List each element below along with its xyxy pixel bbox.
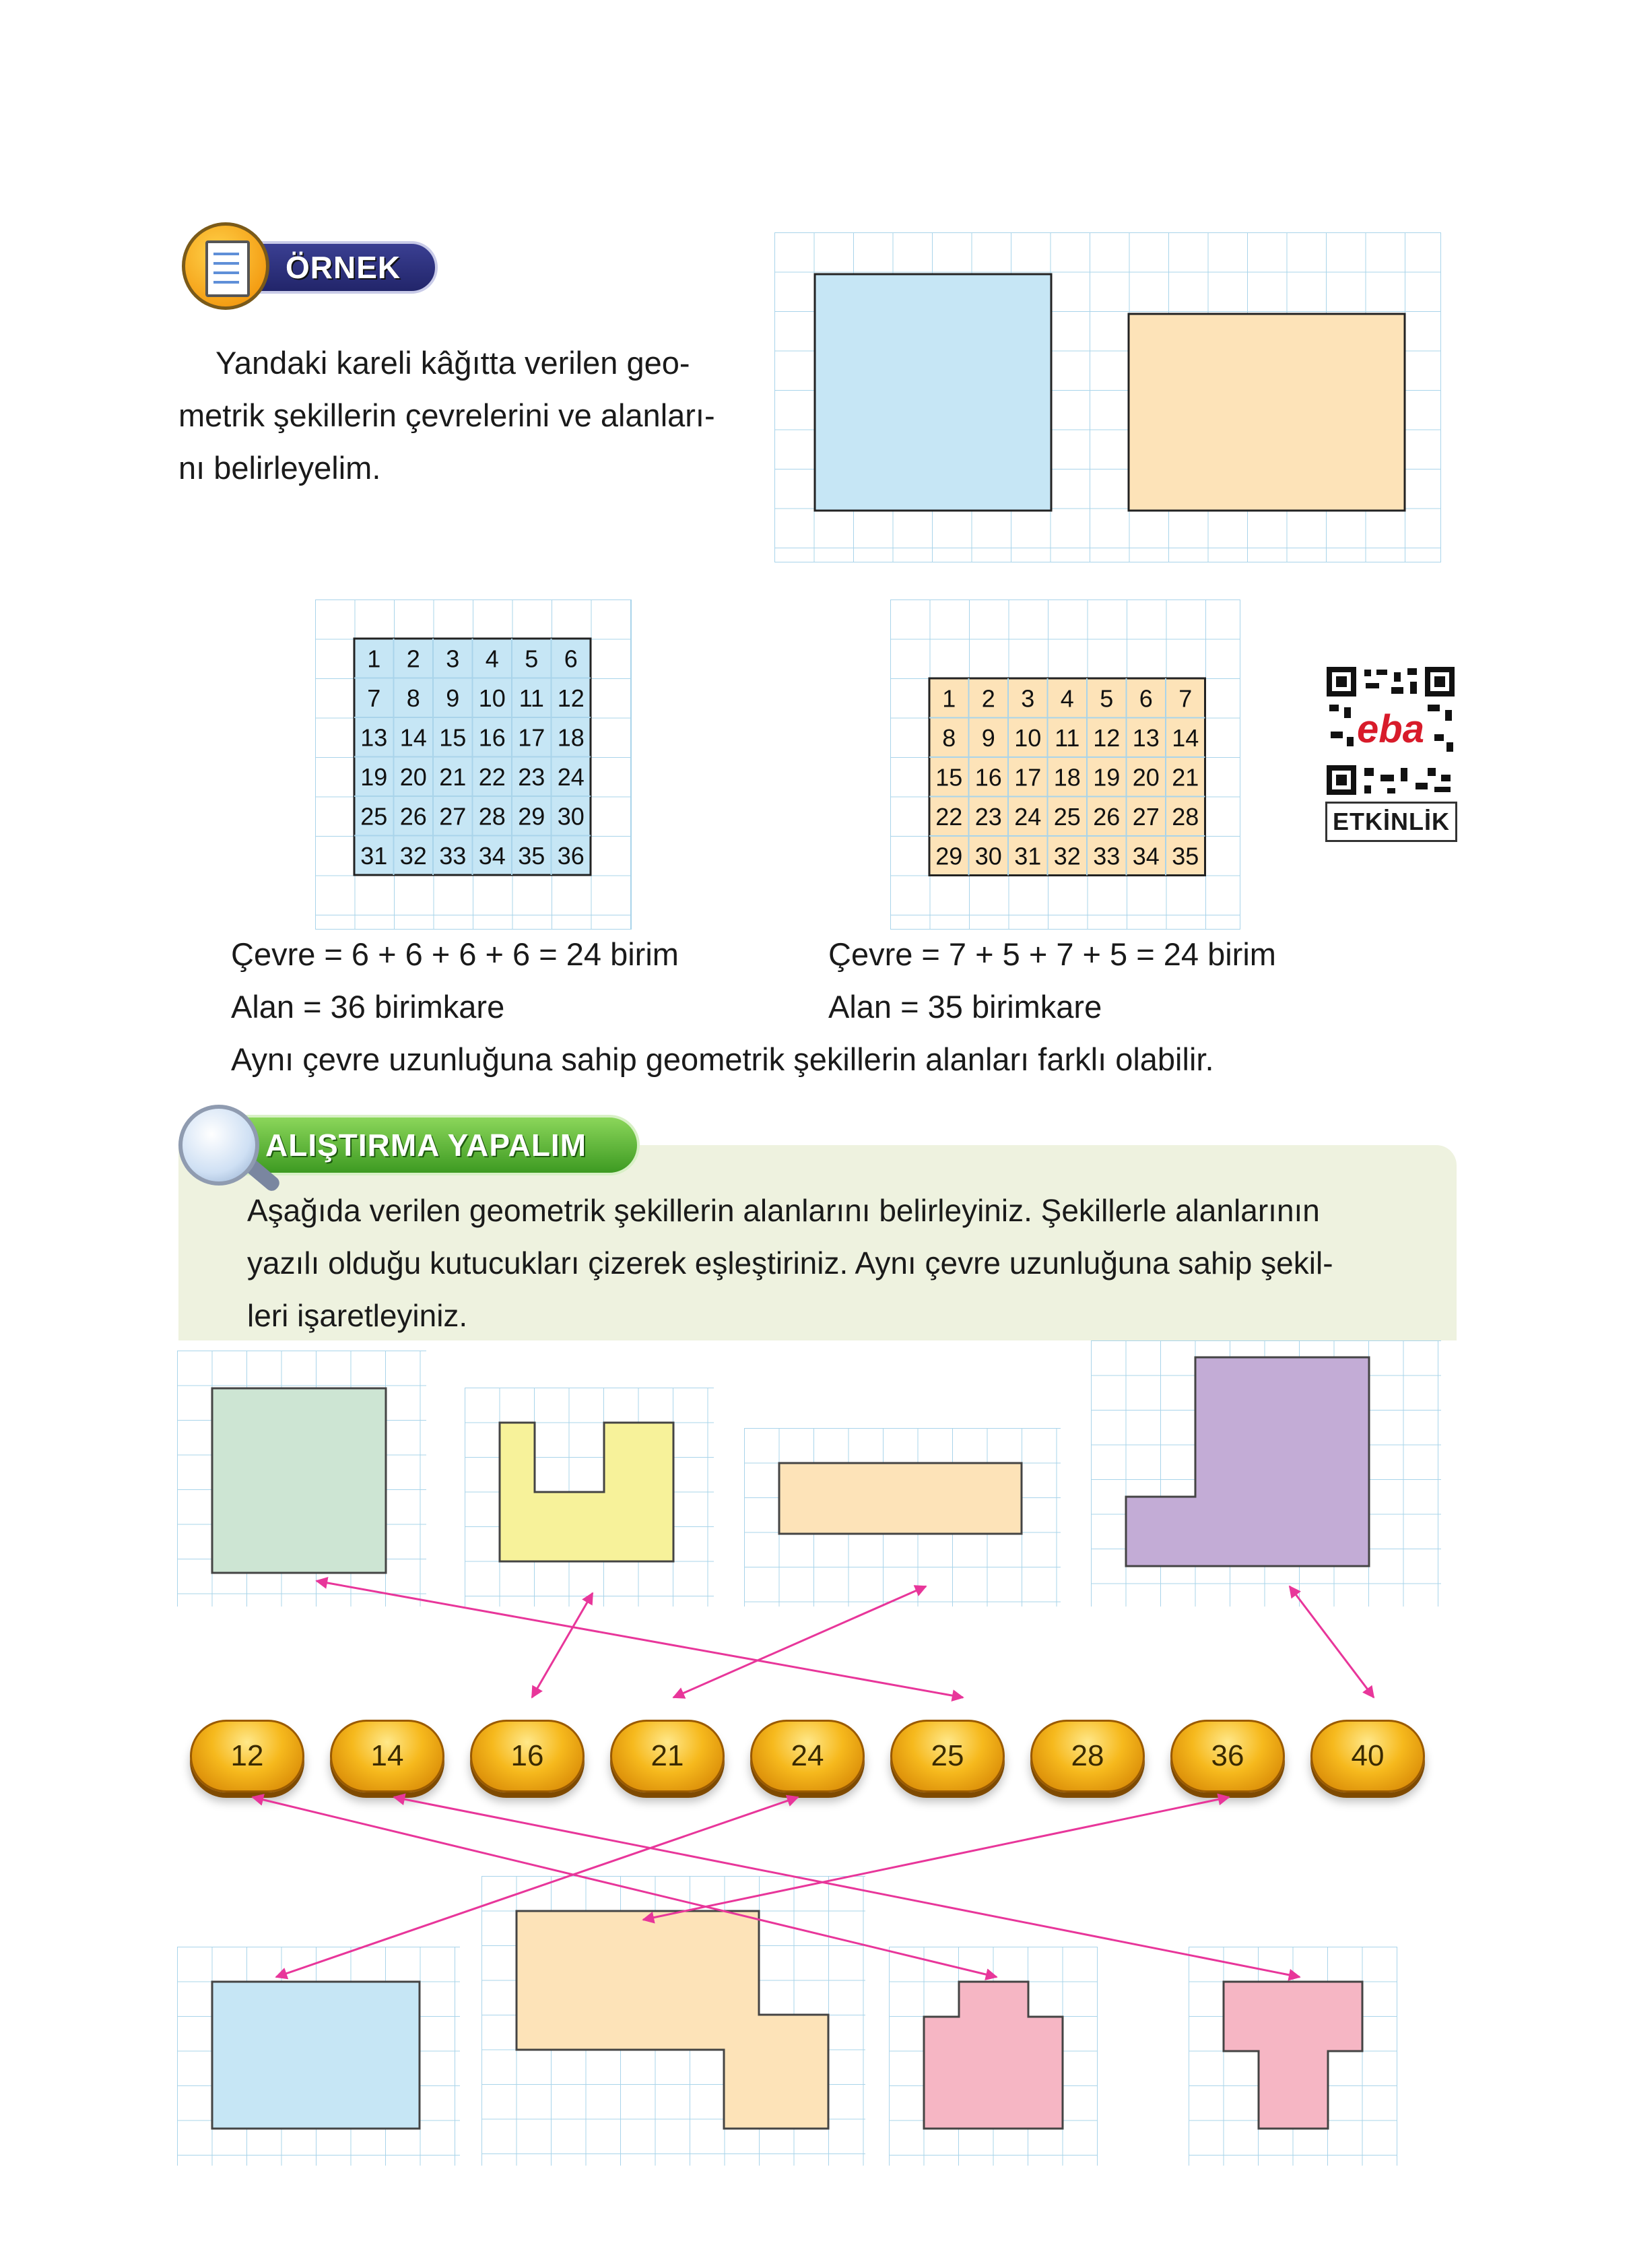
cell-number: 28 (1172, 802, 1199, 831)
cell-number: 14 (399, 723, 427, 752)
cell-number: 33 (1093, 842, 1121, 870)
cell-number: 16 (974, 763, 1002, 791)
cell-number: 27 (1132, 802, 1160, 831)
cell-number: 18 (557, 723, 585, 752)
cell-number: 29 (518, 802, 545, 831)
arrow-orange-21 (673, 1586, 926, 1697)
cell-number: 26 (1093, 802, 1121, 831)
arrow-24-blue (276, 1797, 798, 1977)
cell-number: 9 (981, 723, 995, 752)
cell-number: 23 (974, 802, 1002, 831)
arrow-36-stairs (643, 1797, 1229, 1920)
arrow-12-cross (253, 1797, 997, 1977)
cell-number: 2 (406, 645, 420, 673)
exercise-line-1: Aşağıda verilen geometrik şekillerin alanlarını belirleyiniz. Şekillerle alanlarının (247, 1193, 1320, 1228)
intro-line-3: nı belirleyelim. (178, 450, 381, 486)
cell-number: 7 (367, 684, 381, 712)
cell-number: 7 (1178, 684, 1193, 713)
cell-number: 11 (519, 684, 544, 712)
cell-number: 13 (360, 723, 388, 752)
answer-value: 14 (370, 1739, 404, 1772)
right-area: Alan = 35 birimkare (828, 989, 1102, 1025)
answer-value: 12 (230, 1739, 264, 1772)
cell-number: 13 (1132, 723, 1160, 752)
cell-number: 12 (1093, 723, 1121, 752)
left-perimeter: Çevre = 6 + 6 + 6 + 6 = 24 birim (231, 936, 679, 972)
answer-value: 21 (651, 1739, 684, 1772)
conclusion-text: Aynı çevre uzunluğuna sahip geometrik şekillerin alanları farklı olabilir. (231, 1041, 1214, 1077)
cell-number: 31 (1014, 842, 1042, 870)
cell-number: 20 (399, 763, 427, 791)
cell-number: 5 (525, 645, 539, 673)
cell-number: 34 (478, 841, 506, 870)
cell-number: 18 (1053, 763, 1081, 791)
cell-number: 12 (557, 684, 585, 712)
cell-number: 14 (1172, 723, 1199, 752)
cell-number: 20 (1132, 763, 1160, 791)
cell-number: 19 (1093, 763, 1121, 791)
arrow-green-25 (317, 1581, 963, 1697)
cell-number: 6 (1139, 684, 1153, 713)
exercise-line-2: yazılı olduğu kutucukları çizerek eşleştiriniz. Aynı çevre uzunluğuna sahip şekil- (247, 1245, 1333, 1281)
intro-line-2: metrik şekillerin çevrelerini ve alanları- (178, 397, 715, 433)
cell-number: 26 (399, 802, 427, 831)
cell-number: 17 (1014, 763, 1042, 791)
cell-number: 30 (557, 802, 585, 831)
cell-number: 21 (439, 763, 467, 791)
cell-number: 30 (974, 842, 1002, 870)
cell-number: 10 (478, 684, 506, 712)
cell-number: 27 (439, 802, 467, 831)
cell-number: 34 (1132, 842, 1160, 870)
cell-number: 1 (367, 645, 381, 673)
cell-number: 36 (557, 841, 585, 870)
answer-value: 24 (791, 1739, 824, 1772)
arrow-14-t (394, 1797, 1300, 1977)
left-area: Alan = 36 birimkare (231, 989, 505, 1025)
cell-number: 35 (1172, 842, 1199, 870)
cell-number: 33 (439, 841, 467, 870)
cell-number: 3 (1021, 684, 1035, 713)
cell-number: 32 (399, 841, 427, 870)
cell-number: 15 (935, 763, 963, 791)
eba-logo: eba (1357, 707, 1424, 751)
cell-number: 24 (557, 763, 585, 791)
cell-number: 5 (1100, 684, 1114, 713)
cell-number: 32 (1053, 842, 1081, 870)
cell-number: 11 (1055, 723, 1080, 752)
cell-number: 1 (942, 684, 956, 713)
exercise-title: ALIŞTIRMA YAPALIM (265, 1128, 587, 1163)
cell-number: 25 (1053, 802, 1081, 831)
cell-number: 6 (564, 645, 578, 673)
cell-number: 22 (478, 763, 506, 791)
arrow-yellow-16 (532, 1593, 593, 1697)
cell-number: 15 (439, 723, 467, 752)
ornek-label: ÖRNEK (286, 250, 401, 285)
cell-number: 23 (518, 763, 545, 791)
right-perimeter: Çevre = 7 + 5 + 7 + 5 = 24 birim (828, 936, 1276, 972)
cell-number: 28 (478, 802, 506, 831)
cell-number: 4 (485, 645, 499, 673)
cell-number: 9 (446, 684, 460, 712)
cell-number: 24 (1014, 802, 1042, 831)
cell-number: 10 (1014, 723, 1042, 752)
answer-value: 28 (1071, 1739, 1104, 1772)
answer-value: 25 (931, 1739, 964, 1772)
intro-line-1: Yandaki kareli kâğıtta verilen geo- (215, 345, 690, 381)
cell-number: 8 (942, 723, 956, 752)
cell-number: 2 (981, 684, 995, 713)
arrow-purple-40 (1290, 1586, 1374, 1697)
cell-number: 17 (518, 723, 545, 752)
cell-number: 29 (935, 842, 963, 870)
cell-number: 25 (360, 802, 388, 831)
cell-number: 3 (446, 645, 460, 673)
etkinlik-label: ETKİNLİK (1325, 802, 1457, 842)
cell-number: 31 (360, 841, 388, 870)
answer-value: 40 (1351, 1739, 1385, 1772)
cell-number: 35 (518, 841, 545, 870)
answer-value: 36 (1211, 1739, 1244, 1772)
cell-number: 19 (360, 763, 388, 791)
exercise-line-3: leri işaretleyiniz. (247, 1298, 468, 1333)
cell-number: 16 (478, 723, 506, 752)
cell-number: 21 (1172, 763, 1199, 791)
cell-number: 8 (406, 684, 420, 712)
cell-number: 4 (1060, 684, 1074, 713)
answer-value: 16 (510, 1739, 544, 1772)
cell-number: 22 (935, 802, 963, 831)
